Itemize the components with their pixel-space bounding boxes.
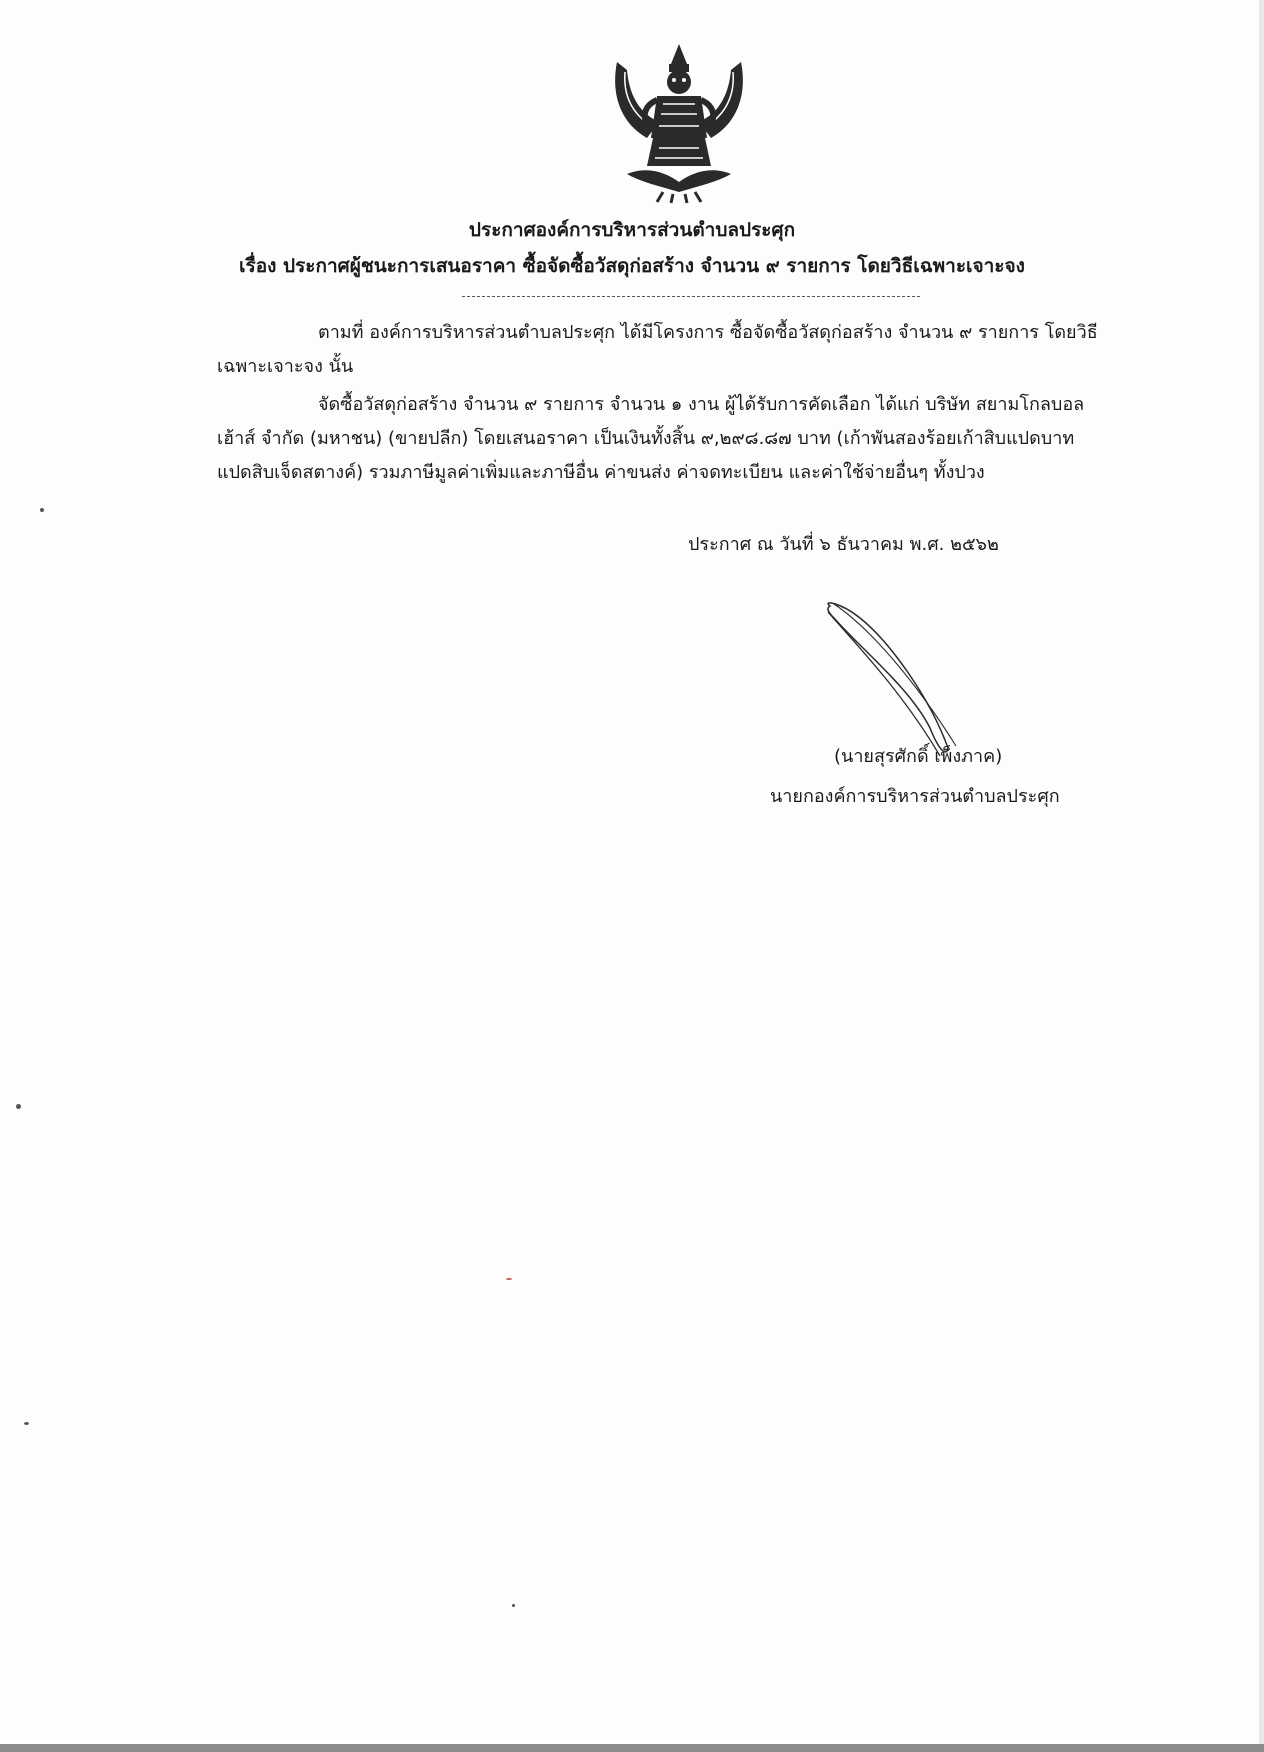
title-divider	[462, 296, 920, 297]
signatory-position: นายกองค์การบริหารส่วนตำบลประศุก	[770, 786, 1060, 807]
paragraph-2-line-2: เฮ้าส์ จำกัด (มหาชน) (ขายปลีก) โดยเสนอราคา เป็นเงินทั้งสิ้น ๙,๒๙๘.๘๗ บาท (เก้าพันสองร้อยเก้าสิบแปดบาท	[217, 428, 1075, 449]
announcement-subject: เรื่อง ประกาศผู้ชนะการเสนอราคา ซื้อจัดซื้อวัสดุก่อสร้าง จำนวน ๙ รายการ โดยวิธีเฉพาะเจาะจง	[239, 255, 1025, 277]
signatory-name: (นายสุรศักดิ์ เพ็งภาค)	[834, 746, 1003, 767]
garuda-emblem-icon	[607, 42, 751, 204]
paragraph-2-line-3: แปดสิบเจ็ดสตางค์) รวมภาษีมูลค่าเพิ่มและภาษีอื่น ค่าขนส่ง ค่าจดทะเบียน และค่าใช้จ่ายอื่นๆ ทั้งปวง	[217, 462, 985, 483]
scan-speck	[40, 508, 44, 512]
paragraph-2-line-1: จัดซื้อวัสดุก่อสร้าง จำนวน ๙ รายการ จำนวน ๑ งาน ผู้ได้รับการคัดเลือก ได้แก่ บริษัท สยามโกลบอล	[318, 394, 1085, 415]
paragraph-1-line-2: เฉพาะเจาะจง นั้น	[217, 356, 354, 377]
signature-mark	[820, 598, 970, 768]
scan-speck	[512, 1604, 515, 1607]
scan-speck	[24, 1422, 29, 1425]
announcement-date: ประกาศ ณ วันที่ ๖ ธันวาคม พ.ศ. ๒๕๖๒	[688, 534, 999, 555]
scan-edge-right	[1259, 0, 1264, 1752]
scan-edge-bottom	[0, 1744, 1264, 1752]
scan-speck	[506, 1278, 512, 1280]
announcement-title: ประกาศองค์การบริหารส่วนตำบลประศุก	[468, 219, 796, 241]
scan-speck	[16, 1104, 21, 1109]
paragraph-1-line-1: ตามที่ องค์การบริหารส่วนตำบลประศุก ได้มีโครงการ ซื้อจัดซื้อวัสดุก่อสร้าง จำนวน ๙ รายการ โดยวิธี	[318, 322, 1098, 343]
